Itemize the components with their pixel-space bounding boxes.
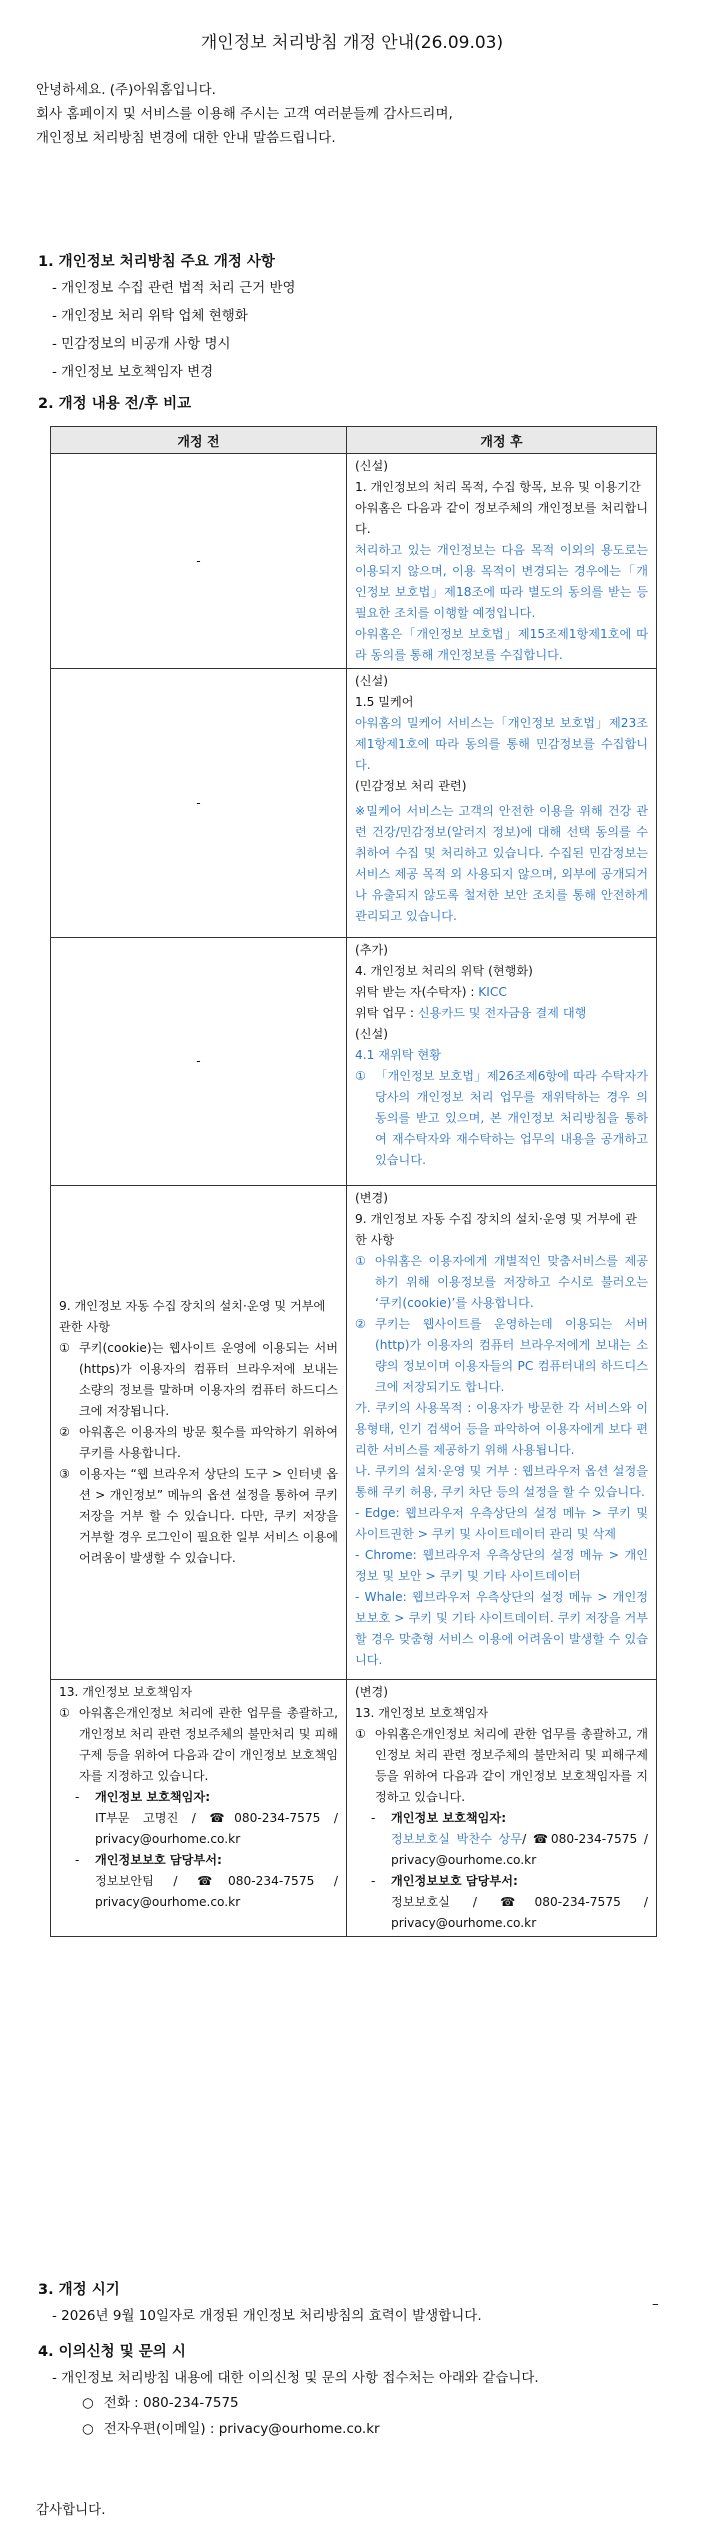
table-row bbox=[51, 1186, 657, 1680]
intro-line: 회사 홈페이지 및 서비스를 이용해 주시는 고객 여러분들께 감사드리며, bbox=[36, 106, 453, 122]
contact-email: ○ 전자우편(이메일) : privacy@ourhome.co.kr bbox=[52, 2416, 539, 2442]
consignee-line bbox=[355, 982, 648, 1003]
after-cell bbox=[347, 1186, 657, 1680]
numbered-item bbox=[59, 1464, 338, 1569]
officer-info: IT부문 고명진 / ☎080-234-7575 / privacy@ourhome.co.kr bbox=[95, 1811, 338, 1846]
col-before-header: 개정 전 bbox=[51, 427, 347, 454]
before-cell bbox=[51, 1186, 347, 1680]
officer-block bbox=[355, 1808, 648, 1934]
item-title: 4.1 재위탁 현황 bbox=[355, 1048, 441, 1062]
item-number: ③ bbox=[59, 1467, 70, 1481]
closing-text: 감사합니다. bbox=[36, 2502, 106, 2518]
change-tag: (민감정보 처리 관련) bbox=[355, 779, 467, 793]
item-number: ① bbox=[59, 1341, 70, 1355]
task-line bbox=[355, 1003, 648, 1024]
change-tag: (신설) bbox=[355, 459, 389, 473]
item-text: 쿠키(cookie)는 웹사이트 운영에 이용되는 서버(https)가 이용자의 컴퓨터 브라우저에 보내는 소량의 정보를 말하며 이용자의 컴퓨터 하드디스크에 저장됩니다. bbox=[79, 1341, 338, 1418]
item-text: 아워홈은개인정보 처리에 관한 업무를 총괄하고, 개인정보 처리 관련 정보주체의 불만처리 및 피해구제 등을 위하여 다음과 같이 개인정보 보호책임자를 지정하고 있습니다. bbox=[79, 1706, 338, 1783]
paragraph: 아워홈은 다음과 같이 정보주체의 개인정보를 처리합니다. bbox=[355, 501, 648, 536]
after-cell bbox=[347, 669, 657, 938]
item-title: 9. 개인정보 자동 수집 장치의 설치·운영 및 거부에 관한 사항 bbox=[59, 1299, 326, 1334]
officer-info bbox=[391, 1829, 648, 1871]
item-text: 아워홈은개인정보 처리에 관한 업무를 총괄하고, 개인정보 처리 관련 정보주체의 불만처리 및 피해구제 등을 위하여 다음과 같이 개인정보 보호책임자를 지정하고 있습니다. bbox=[375, 1727, 648, 1804]
dept-info: 정보보안팀 / ☎080-234-7575 / privacy@ourhome.co.kr bbox=[95, 1874, 338, 1909]
label: 위탁 받는 자(수탁자) : bbox=[355, 985, 479, 999]
list-item: - 개인정보 처리 위탁 업체 현행화 bbox=[52, 302, 296, 330]
item-number: ① bbox=[355, 1069, 366, 1083]
officer-heading: - 개인정보 보호책임자: bbox=[95, 1787, 338, 1808]
change-tag: (신설) bbox=[355, 674, 389, 688]
item-number: ① bbox=[355, 1727, 366, 1741]
dept-heading: - 개인정보보호 담당부서: bbox=[95, 1850, 338, 1871]
item-text: 아워홈은 이용자에게 개별적인 맞춤서비스를 제공하기 위해 이용정보를 저장하고 수시로 불러오는 ‘쿠키(cookie)’를 사용합니다. bbox=[375, 1254, 648, 1310]
paragraph: 나. 쿠키의 설치·운영 및 거부 : 웹브라우저 옵션 설정을 통해 쿠키 허용, 쿠키 차단 등의 설정을 할 수 있습니다. bbox=[355, 1464, 648, 1499]
numbered-item bbox=[355, 1251, 648, 1314]
section3-heading: 3. 개정 시기 bbox=[38, 2282, 120, 2298]
paragraph: ※밀케어 서비스는 고객의 안전한 이용을 위해 건강 관련 건강/민감정보(알러지 정보)에 대해 선택 동의를 수취하여 수집 및 처리하고 있습니다. 수집된 민감정보는 서비스 제공 목적 외 사용되지 않으며, 외부에 공개되거나 유출되지 않도록 철저한 보안 조치를 통해 안전하게 관리되고 있습니다. bbox=[355, 804, 648, 923]
item-text: 아워홈은 이용자의 방문 횟수를 파악하기 위하여 쿠키를 사용합니다. bbox=[79, 1425, 338, 1460]
item-title: 9. 개인정보 자동 수집 장치의 설치·운영 및 거부에 관한 사항 bbox=[355, 1212, 637, 1247]
item-title: 13. 개인정보 보호책임자 bbox=[355, 1706, 489, 1720]
before-cell bbox=[51, 1680, 347, 1937]
numbered-item bbox=[59, 1338, 338, 1422]
change-tag: (추가) bbox=[355, 943, 389, 957]
numbered-item bbox=[59, 1422, 338, 1464]
numbered-item bbox=[355, 1724, 648, 1808]
intro bbox=[36, 78, 453, 150]
officer-name: 정보보호실 박찬수 상무 bbox=[391, 1832, 523, 1846]
table-row bbox=[51, 1680, 657, 1937]
item-text: 「개인정보 보호법」제26조제6항에 따라 수탁자가 당사의 개인정보 처리 업무를 재위탁하는 경우 의 동의를 받고 있으며, 본 개인정보 처리방침을 통하여 재수탁자와 재수탁하는 업무의 내용을 공개하고 있습니다. bbox=[375, 1069, 648, 1167]
label: 위탁 업무 : bbox=[355, 1006, 418, 1020]
page-title: 개인정보 처리방침 개정 안내(26.09.03) bbox=[200, 33, 504, 53]
after-cell bbox=[347, 1680, 657, 1937]
item-title: 1.5 밀케어 bbox=[355, 695, 414, 709]
paragraph: 처리하고 있는 개인정보는 다음 목적 이외의 용도로는 이용되지 않으며, 이용 목적이 변경되는 경우에는「개인정보 보호법」제18조에 따라 별도의 동의를 받는 등 필요한 조치를 이행할 예정입니다. bbox=[355, 543, 648, 620]
dept-heading: - 개인정보보호 담당부서: bbox=[391, 1871, 648, 1892]
before-cell: - bbox=[51, 669, 347, 938]
section1-list bbox=[52, 274, 296, 386]
intro-line: 안녕하세요. (주)아워홈입니다. bbox=[36, 82, 216, 98]
dept-info: 정보보호실 / ☎080-234-7575 / privacy@ourhome.co.kr bbox=[391, 1895, 648, 1930]
paragraph: - Chrome: 웹브라우저 우측상단의 설정 메뉴 > 개인정보 및 보안 > 쿠키 및 기타 사이트데이터 bbox=[355, 1548, 648, 1583]
paragraph: 가. 쿠키의 사용목적 : 이용자가 방문한 각 서비스와 이용형태, 인기 검색어 등을 파악하여 이용자에게 보다 편리한 서비스를 제공하기 위해 사용됩니다. bbox=[355, 1401, 648, 1457]
table-row bbox=[51, 454, 657, 669]
officer-contact: / ☎080-234-7575 / privacy@ourhome.co.kr bbox=[391, 1832, 648, 1867]
dash-mark: – bbox=[652, 2296, 659, 2312]
item-number: ② bbox=[355, 1317, 366, 1331]
after-cell bbox=[347, 454, 657, 669]
list-item: - 민감정보의 비공개 사항 명시 bbox=[52, 330, 296, 358]
numbered-item bbox=[355, 1314, 648, 1398]
officer-heading: - 개인정보 보호책임자: bbox=[391, 1808, 648, 1829]
item-text: 쿠키는 웹사이트를 운영하는데 이용되는 서버(http)가 이용자의 컴퓨터 브라우저에게 보내는 소량의 정보이며 이용자들의 PC 컴퓨터내의 하드디스크에 저장되기도 합니다. bbox=[375, 1317, 648, 1394]
section4-heading: 4. 이의신청 및 문의 시 bbox=[38, 2344, 186, 2360]
list-item: - 개인정보 보호책임자 변경 bbox=[52, 358, 296, 386]
value: 신용카드 및 전자금융 결제 대행 bbox=[417, 1006, 587, 1020]
contact-phone: ○ 전화 : 080-234-7575 bbox=[52, 2390, 539, 2416]
comparison-table bbox=[50, 426, 657, 1937]
change-tag: (변경) bbox=[355, 1191, 389, 1205]
list-item: - 개인정보 수집 관련 법적 처리 근거 반영 bbox=[52, 274, 296, 302]
numbered-item bbox=[59, 1703, 338, 1787]
section4-text: - 개인정보 처리방침 내용에 대한 이의신청 및 문의 사항 접수처는 아래와 같습니다. bbox=[52, 2370, 539, 2386]
officer-block bbox=[59, 1787, 338, 1913]
numbered-item bbox=[355, 1066, 648, 1171]
paragraph: 아워홈은「개인정보 보호법」제15조제1항제1호에 따라 동의를 통해 개인정보를 수집합니다. bbox=[355, 627, 648, 662]
section2-heading: 2. 개정 내용 전/후 비교 bbox=[38, 396, 192, 412]
value: KICC bbox=[478, 985, 507, 999]
section4-block bbox=[52, 2366, 539, 2442]
section1-heading: 1. 개인정보 처리방침 주요 개정 사항 bbox=[38, 254, 275, 270]
paragraph: 아워홈의 밀케어 서비스는「개인정보 보호법」제23조제1항제1호에 따라 동의를 통해 민감정보를 수집합니다. bbox=[355, 716, 648, 772]
item-title: 1. 개인정보의 처리 목적, 수집 항목, 보유 및 이용기간 bbox=[355, 480, 641, 494]
after-cell bbox=[347, 938, 657, 1186]
item-title: 13. 개인정보 보호책임자 bbox=[59, 1685, 193, 1699]
paragraph: - Edge: 웹브라우저 우측상단의 설정 메뉴 > 쿠키 및 사이트권한 > 쿠키 및 사이트데이터 관리 및 삭제 bbox=[355, 1506, 648, 1541]
item-title: 4. 개인정보 처리의 위탁 (현행화) bbox=[355, 964, 533, 978]
item-number: ② bbox=[59, 1425, 70, 1439]
table-row bbox=[51, 669, 657, 938]
before-cell: - bbox=[51, 938, 347, 1186]
table-row bbox=[51, 938, 657, 1186]
change-tag: (변경) bbox=[355, 1685, 389, 1699]
item-text: 이용자는 “웹 브라우저 상단의 도구 > 인터넷 옵션 > 개인정보” 메뉴의 옵션 설정을 통하여 쿠키 저장을 거부 할 수 있습니다. 다만, 쿠키 저장을 거부할 경우 로그인이 필요한 일부 서비스 이용에 어려움이 발생할 수 있습니다. bbox=[79, 1467, 338, 1565]
change-tag: (신설) bbox=[355, 1027, 389, 1041]
before-cell: - bbox=[51, 454, 347, 669]
section3-text: - 2026년 9월 10일자로 개정된 개인정보 처리방침의 효력이 발생합니다. bbox=[52, 2308, 482, 2324]
item-number: ① bbox=[59, 1706, 70, 1720]
paragraph: - Whale: 웹브라우저 우측상단의 설정 메뉴 > 개인정보보호 > 쿠키 및 기타 사이트데이터. 쿠키 저장을 거부할 경우 맞춤형 서비스 이용에 어려움이 발생할 수 있습니다. bbox=[355, 1590, 648, 1667]
intro-line: 개인정보 처리방침 변경에 대한 안내 말씀드립니다. bbox=[36, 130, 336, 146]
item-number: ① bbox=[355, 1254, 366, 1268]
col-after-header: 개정 후 bbox=[347, 427, 657, 454]
